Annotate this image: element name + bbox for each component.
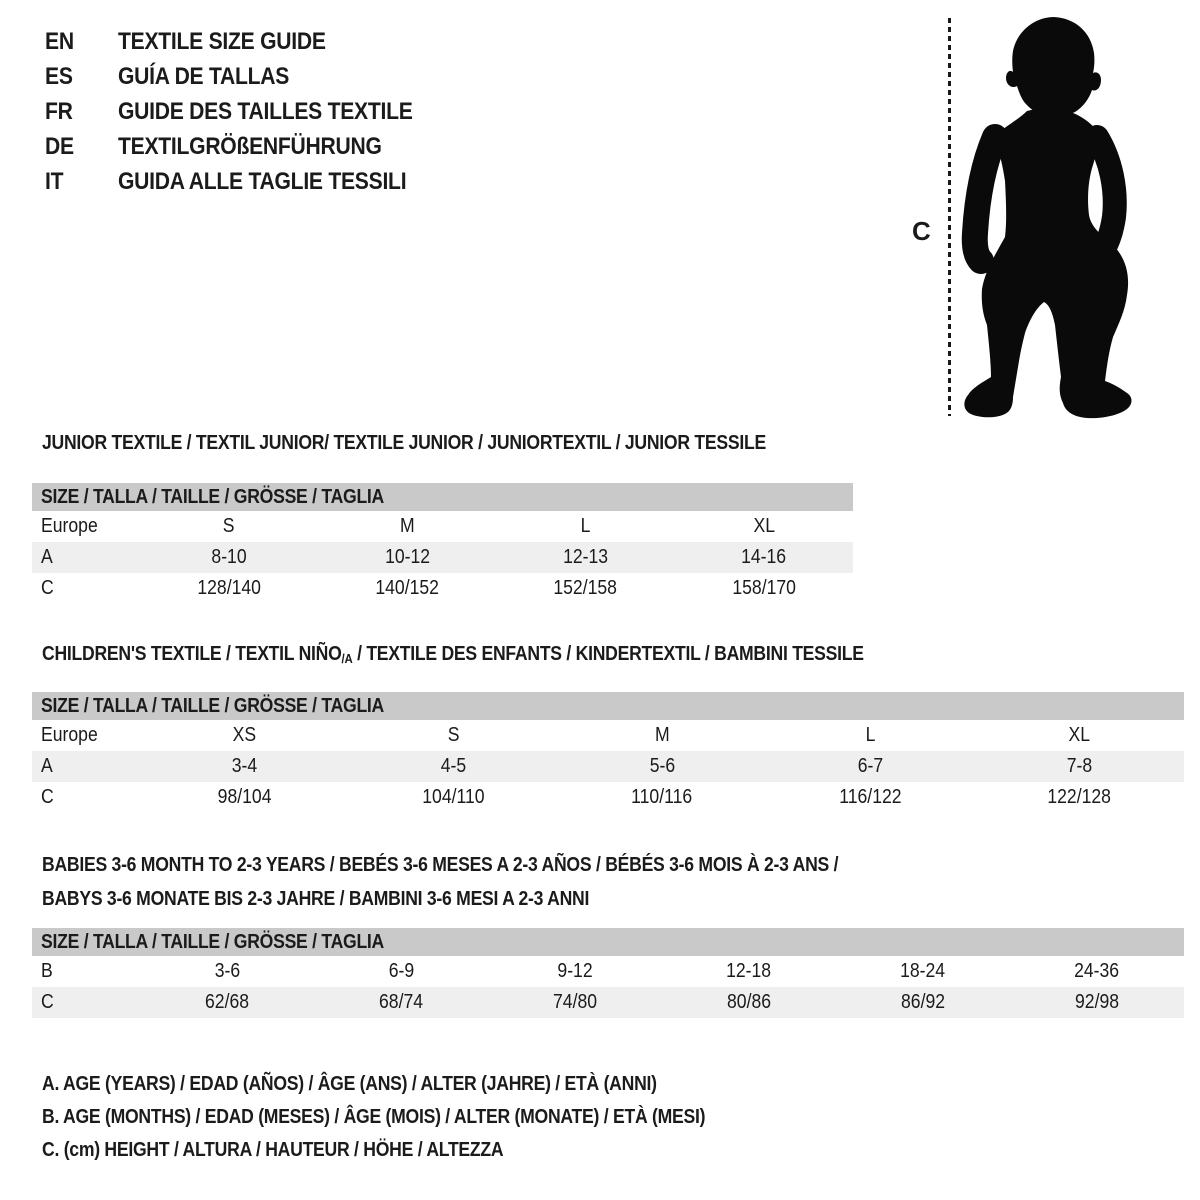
row-label: C xyxy=(41,786,54,808)
size-cell: M xyxy=(400,515,415,537)
row-b-age-months xyxy=(32,956,1184,987)
language-title-list xyxy=(45,24,453,199)
age-cell: 18-24 xyxy=(900,960,946,982)
size-cell: S xyxy=(447,724,460,746)
language-row xyxy=(45,129,453,164)
row-a-age-years xyxy=(32,542,853,573)
height-cell: 128/140 xyxy=(197,577,261,599)
junior-size-table xyxy=(32,432,853,604)
legend-b-age-months: B. AGE (MONTHS) / EDAD (MESES) / ÂGE (MOIS) / ALTER (MONATE) / ETÀ (MESI) xyxy=(42,1106,706,1128)
height-cell: 104/110 xyxy=(422,786,485,808)
size-cell: XL xyxy=(753,515,775,537)
babies-table-title: BABIES 3-6 MONTH TO 2-3 YEARS / BEBÉS 3-6 MESES A 2-3 AÑOS / BÉBÉS 3-6 MOIS À 2-3 ANS / BABYS 3-6 MONATE BIS 2-3 JAHRE / BAMBINI 3-6 MESI A 2-3 ANNI xyxy=(42,854,839,910)
height-cell: 116/122 xyxy=(839,786,902,808)
height-cell: 80/86 xyxy=(726,991,772,1013)
guide-title: GUIDE DES TAILLES TEXTILE xyxy=(118,98,413,125)
babies-size-table xyxy=(32,848,1184,1018)
language-row xyxy=(45,94,453,129)
height-cell: 86/92 xyxy=(900,991,946,1013)
height-cell: 92/98 xyxy=(1074,991,1120,1013)
language-row xyxy=(45,59,453,94)
height-cell: 122/128 xyxy=(1047,786,1112,808)
age-cell: 14-16 xyxy=(741,546,787,568)
age-cell: 24-36 xyxy=(1074,960,1120,982)
legend-a-age-years: A. AGE (YEARS) / EDAD (AÑOS) / ÂGE (ANS) / ALTER (JAHRE) / ETÀ (ANNI) xyxy=(42,1073,657,1095)
row-label: Europe xyxy=(41,515,98,537)
age-cell: 5-6 xyxy=(649,755,675,777)
children-size-table xyxy=(32,643,1184,813)
guide-title: TEXTILE SIZE GUIDE xyxy=(118,28,326,55)
age-cell: 3-6 xyxy=(214,960,240,982)
row-c-height-cm xyxy=(32,987,1184,1018)
height-cell: 140/152 xyxy=(375,577,440,599)
height-cell: 152/158 xyxy=(553,577,618,599)
language-row xyxy=(45,24,453,59)
size-cell: L xyxy=(865,724,876,746)
age-cell: 9-12 xyxy=(557,960,593,982)
row-c-height-cm xyxy=(32,782,1184,813)
size-header-band: SIZE / TALLA / TAILLE / GRÖSSE / TAGLIA xyxy=(32,483,853,511)
height-measure-label: C xyxy=(912,216,931,246)
language-code: FR xyxy=(45,98,73,125)
size-header-band: SIZE / TALLA / TAILLE / GRÖSSE / TAGLIA xyxy=(32,692,1184,720)
age-cell: 7-8 xyxy=(1066,755,1093,777)
row-label: B xyxy=(41,960,53,982)
age-cell: 12-18 xyxy=(726,960,772,982)
children-table-title: CHILDREN'S TEXTILE / TEXTIL NIÑO/A / TEXTILE DES ENFANTS / KINDERTEXTIL / BAMBINI TESSILE xyxy=(42,643,864,666)
age-cell: 3-4 xyxy=(231,755,258,777)
language-code: IT xyxy=(45,168,64,195)
age-cell: 6-7 xyxy=(858,755,884,777)
measure-legend xyxy=(42,1068,796,1167)
junior-table-title: JUNIOR TEXTILE / TEXTIL JUNIOR/ TEXTILE JUNIOR / JUNIORTEXTIL / JUNIOR TESSILE xyxy=(42,432,766,454)
language-row xyxy=(45,164,453,199)
size-cell: XL xyxy=(1068,724,1091,746)
row-a-age-years xyxy=(32,751,1184,782)
age-cell: 6-9 xyxy=(388,960,414,982)
height-cell: 68/74 xyxy=(378,991,424,1013)
size-cell: XS xyxy=(232,724,257,746)
height-cell: 74/80 xyxy=(552,991,598,1013)
language-code: EN xyxy=(45,28,74,55)
size-cell: S xyxy=(223,515,235,537)
row-label: A xyxy=(41,755,53,777)
language-code: ES xyxy=(45,63,73,90)
size-header-band: SIZE / TALLA / TAILLE / GRÖSSE / TAGLIA xyxy=(32,928,1184,956)
age-cell: 4-5 xyxy=(440,755,466,777)
row-label: C xyxy=(41,577,54,599)
row-label: A xyxy=(41,546,53,568)
row-label: C xyxy=(41,991,54,1013)
guide-title: GUÍA DE TALLAS xyxy=(118,63,290,90)
row-europe-sizes xyxy=(32,720,1184,751)
guide-title: TEXTILGRÖßENFÜHRUNG xyxy=(118,133,382,160)
guide-title: GUIDA ALLE TAGLIE TESSILI xyxy=(118,168,407,195)
toddler-silhouette-icon xyxy=(961,14,1156,426)
size-cell: M xyxy=(654,724,670,746)
row-c-height-cm xyxy=(32,573,853,604)
height-cell: 110/116 xyxy=(631,786,693,808)
row-europe-sizes xyxy=(32,511,853,542)
age-cell: 8-10 xyxy=(211,546,247,568)
height-measure-dashed-line xyxy=(948,18,951,416)
row-label: Europe xyxy=(41,724,98,746)
nino-a-subscript: /A xyxy=(341,651,353,666)
age-cell: 10-12 xyxy=(384,546,430,568)
legend-c-height-cm: C. (cm) HEIGHT / ALTURA / HAUTEUR / HÖHE / ALTEZZA xyxy=(42,1139,504,1161)
age-cell: 12-13 xyxy=(563,546,609,568)
size-cell: L xyxy=(580,515,591,537)
height-cell: 62/68 xyxy=(204,991,250,1013)
language-code: DE xyxy=(45,133,74,160)
height-cell: 158/170 xyxy=(732,577,796,599)
height-cell: 98/104 xyxy=(217,786,272,808)
